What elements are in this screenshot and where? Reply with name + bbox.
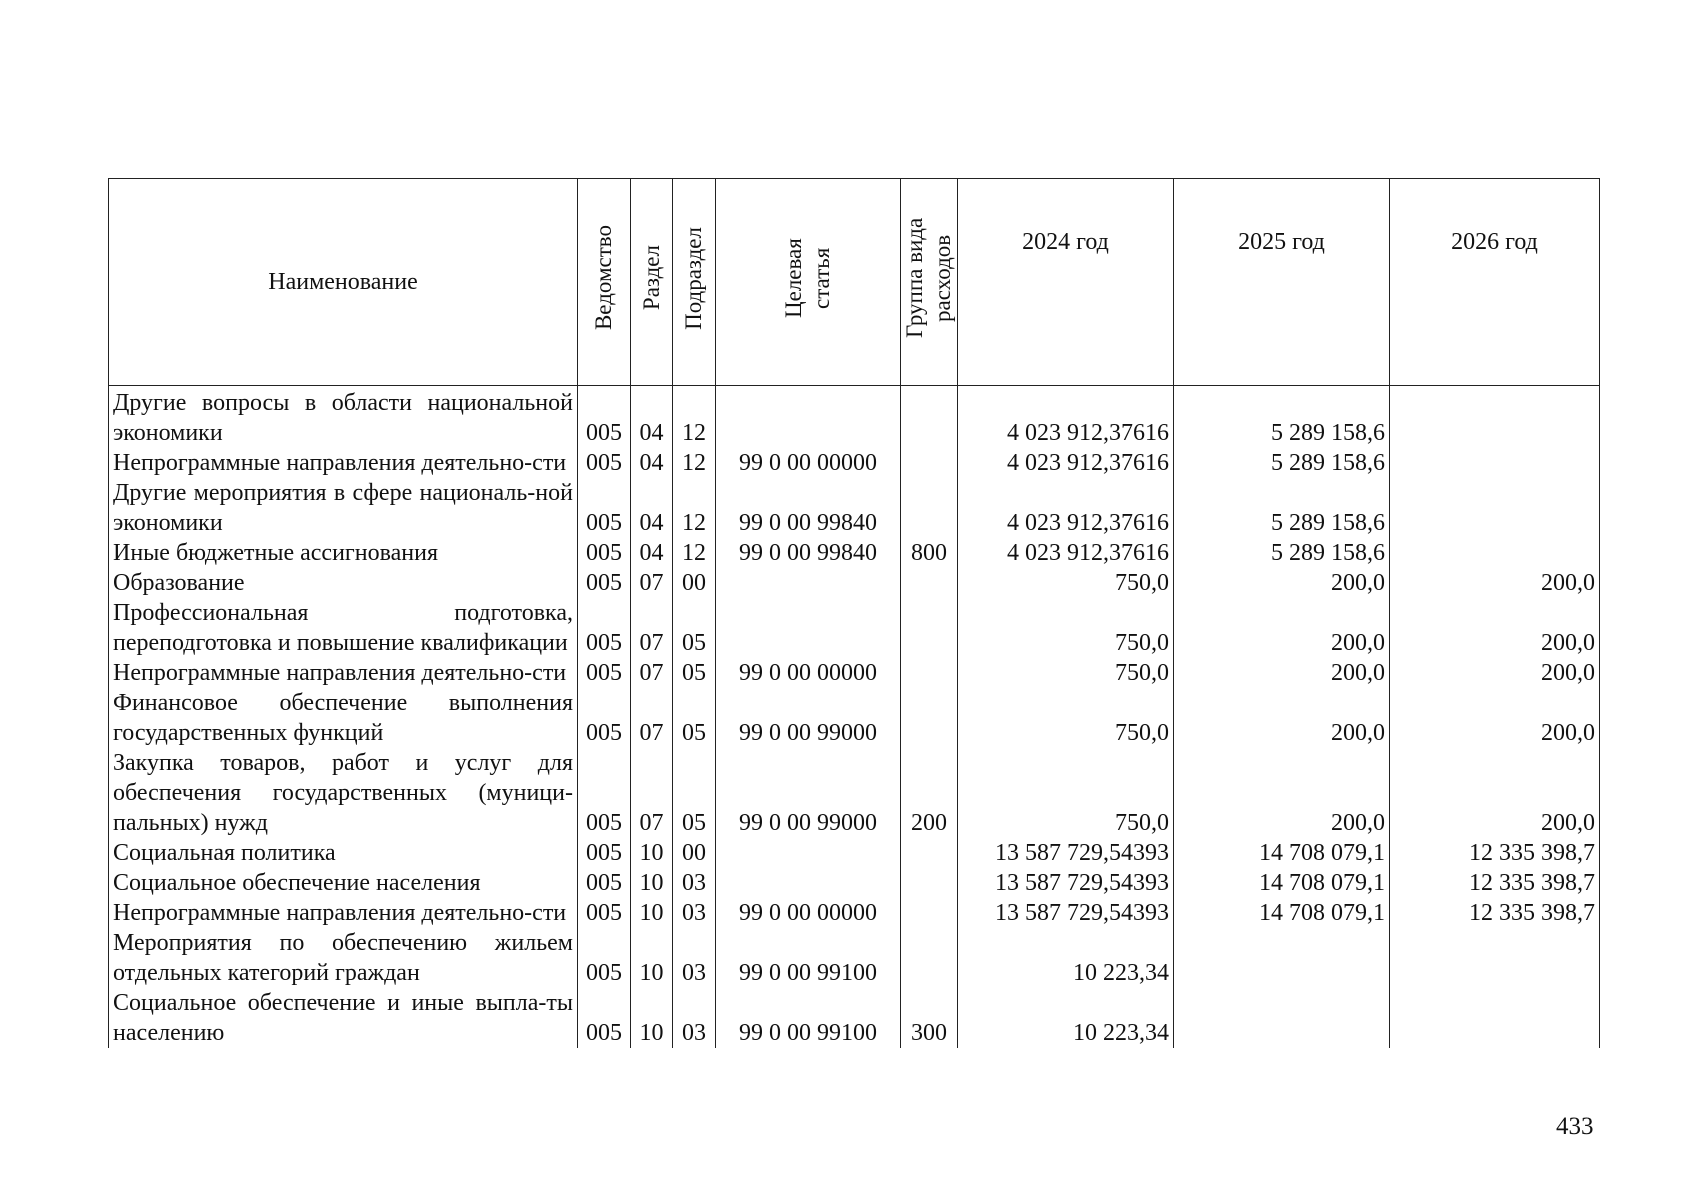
amount-2024-cell: 750,0 — [958, 568, 1174, 598]
header-section: Раздел — [631, 179, 673, 386]
expense-group-cell: 800 — [901, 538, 958, 568]
subsection-cell: 03 — [673, 928, 716, 988]
target-item-cell: 99 0 00 99100 — [716, 928, 901, 988]
amount-2026-cell — [1390, 478, 1600, 538]
amount-2026-cell: 200,0 — [1390, 748, 1600, 838]
subsection-cell: 05 — [673, 658, 716, 688]
table-row — [109, 448, 1600, 478]
target-item-cell — [716, 598, 901, 658]
expense-group-cell: 300 — [901, 988, 958, 1048]
target-item-cell: 99 0 00 99000 — [716, 688, 901, 748]
expense-group-cell — [901, 898, 958, 928]
section-cell: 04 — [631, 478, 673, 538]
amount-2024-cell: 4 023 912,37616 — [958, 386, 1174, 449]
amount-2026-cell: 200,0 — [1390, 688, 1600, 748]
amount-2025-cell: 200,0 — [1174, 568, 1390, 598]
table-row — [109, 868, 1600, 898]
row-name-cell: Социальная политика — [109, 838, 578, 868]
amount-2026-cell — [1390, 386, 1600, 449]
amount-2025-cell: 14 708 079,1 — [1174, 868, 1390, 898]
amount-2025-cell: 5 289 158,6 — [1174, 448, 1390, 478]
header-target-item: Целевая статья — [716, 179, 901, 386]
row-name-cell: Непрограммные направления деятельно-сти — [109, 448, 578, 478]
amount-2025-cell: 5 289 158,6 — [1174, 386, 1390, 449]
expense-group-cell — [901, 658, 958, 688]
expense-group-cell — [901, 478, 958, 538]
target-item-cell: 99 0 00 00000 — [716, 448, 901, 478]
table-row — [109, 568, 1600, 598]
target-item-cell — [716, 386, 901, 449]
table-row — [109, 748, 1600, 838]
subsection-cell: 03 — [673, 868, 716, 898]
section-cell: 04 — [631, 538, 673, 568]
amount-2025-cell: 200,0 — [1174, 598, 1390, 658]
table-row — [109, 838, 1600, 868]
amount-2024-cell: 10 223,34 — [958, 988, 1174, 1048]
row-name-cell: Образование — [109, 568, 578, 598]
amount-2024-cell: 750,0 — [958, 658, 1174, 688]
subsection-cell: 00 — [673, 568, 716, 598]
target-item-cell: 99 0 00 00000 — [716, 898, 901, 928]
section-cell: 10 — [631, 838, 673, 868]
amount-2026-cell — [1390, 988, 1600, 1048]
table-row — [109, 598, 1600, 658]
subsection-cell: 03 — [673, 988, 716, 1048]
subsection-cell: 12 — [673, 478, 716, 538]
page-number: 433 — [1556, 1113, 1594, 1140]
header-name: Наименование — [109, 179, 578, 386]
table-row — [109, 688, 1600, 748]
row-name-cell: Другие мероприятия в сфере националь-ной экономики — [109, 478, 578, 538]
amount-2024-cell: 13 587 729,54393 — [958, 838, 1174, 868]
amount-2025-cell: 14 708 079,1 — [1174, 838, 1390, 868]
expense-group-cell: 200 — [901, 748, 958, 838]
department-cell: 005 — [578, 448, 631, 478]
expense-group-cell — [901, 928, 958, 988]
target-item-cell — [716, 868, 901, 898]
department-cell: 005 — [578, 568, 631, 598]
amount-2026-cell: 200,0 — [1390, 568, 1600, 598]
amount-2024-cell: 4 023 912,37616 — [958, 448, 1174, 478]
table-row — [109, 898, 1600, 928]
section-cell: 10 — [631, 868, 673, 898]
row-name-cell: Финансовое обеспечение выполнения государственных функций — [109, 688, 578, 748]
expense-group-cell — [901, 688, 958, 748]
target-item-cell: 99 0 00 99840 — [716, 478, 901, 538]
department-cell: 005 — [578, 598, 631, 658]
amount-2026-cell — [1390, 448, 1600, 478]
department-cell: 005 — [578, 928, 631, 988]
subsection-cell: 05 — [673, 748, 716, 838]
table-row — [109, 386, 1600, 449]
amount-2026-cell — [1390, 538, 1600, 568]
department-cell: 005 — [578, 838, 631, 868]
amount-2026-cell: 200,0 — [1390, 598, 1600, 658]
amount-2024-cell: 750,0 — [958, 598, 1174, 658]
department-cell: 005 — [578, 898, 631, 928]
row-name-cell: Социальное обеспечение и иные выпла-ты населению — [109, 988, 578, 1048]
department-cell: 005 — [578, 538, 631, 568]
subsection-cell: 12 — [673, 386, 716, 449]
row-name-cell: Непрограммные направления деятельно-сти — [109, 898, 578, 928]
header-expense-group: Группа вида расходов — [901, 179, 958, 386]
target-item-cell: 99 0 00 99840 — [716, 538, 901, 568]
row-name-cell: Закупка товаров, работ и услуг для обеспечения государственных (муници-пальных) нужд — [109, 748, 578, 838]
department-cell: 005 — [578, 386, 631, 449]
table-row — [109, 478, 1600, 538]
table-body — [109, 386, 1600, 1049]
amount-2025-cell: 200,0 — [1174, 658, 1390, 688]
row-name-cell: Мероприятия по обеспечению жильем отдельных категорий граждан — [109, 928, 578, 988]
amount-2026-cell: 12 335 398,7 — [1390, 838, 1600, 868]
budget-table-container — [108, 178, 1599, 1048]
department-cell: 005 — [578, 748, 631, 838]
subsection-cell: 00 — [673, 838, 716, 868]
subsection-cell: 03 — [673, 898, 716, 928]
table-row — [109, 988, 1600, 1048]
header-year-2025: 2025 год — [1174, 179, 1390, 386]
amount-2026-cell — [1390, 928, 1600, 988]
row-name-cell: Профессиональная подготовка, переподготовка и повышение квалификации — [109, 598, 578, 658]
section-cell: 07 — [631, 568, 673, 598]
section-cell: 07 — [631, 598, 673, 658]
section-cell: 10 — [631, 898, 673, 928]
amount-2024-cell: 4 023 912,37616 — [958, 538, 1174, 568]
amount-2024-cell: 10 223,34 — [958, 928, 1174, 988]
amount-2025-cell: 200,0 — [1174, 748, 1390, 838]
expense-group-cell — [901, 598, 958, 658]
subsection-cell: 05 — [673, 688, 716, 748]
header-year-2024: 2024 год — [958, 179, 1174, 386]
amount-2025-cell: 200,0 — [1174, 688, 1390, 748]
section-cell: 07 — [631, 748, 673, 838]
section-cell: 10 — [631, 988, 673, 1048]
subsection-cell: 12 — [673, 538, 716, 568]
target-item-cell: 99 0 00 00000 — [716, 658, 901, 688]
target-item-cell: 99 0 00 99100 — [716, 988, 901, 1048]
row-name-cell: Непрограммные направления деятельно-сти — [109, 658, 578, 688]
amount-2024-cell: 4 023 912,37616 — [958, 478, 1174, 538]
department-cell: 005 — [578, 688, 631, 748]
target-item-cell: 99 0 00 99000 — [716, 748, 901, 838]
department-cell: 005 — [578, 868, 631, 898]
department-cell: 005 — [578, 478, 631, 538]
table-row — [109, 928, 1600, 988]
amount-2024-cell: 13 587 729,54393 — [958, 868, 1174, 898]
row-name-cell: Социальное обеспечение населения — [109, 868, 578, 898]
amount-2026-cell: 200,0 — [1390, 658, 1600, 688]
amount-2025-cell: 5 289 158,6 — [1174, 538, 1390, 568]
header-row — [109, 179, 1600, 386]
table-row — [109, 538, 1600, 568]
amount-2025-cell: 14 708 079,1 — [1174, 898, 1390, 928]
expense-group-cell — [901, 868, 958, 898]
department-cell: 005 — [578, 658, 631, 688]
table-row — [109, 658, 1600, 688]
section-cell: 04 — [631, 448, 673, 478]
section-cell: 10 — [631, 928, 673, 988]
expense-group-cell — [901, 448, 958, 478]
expense-group-cell — [901, 568, 958, 598]
section-cell: 04 — [631, 386, 673, 449]
expense-group-cell — [901, 386, 958, 449]
amount-2026-cell: 12 335 398,7 — [1390, 868, 1600, 898]
amount-2024-cell: 13 587 729,54393 — [958, 898, 1174, 928]
amount-2024-cell: 750,0 — [958, 748, 1174, 838]
target-item-cell — [716, 568, 901, 598]
row-name-cell: Иные бюджетные ассигнования — [109, 538, 578, 568]
amount-2025-cell — [1174, 928, 1390, 988]
subsection-cell: 05 — [673, 598, 716, 658]
section-cell: 07 — [631, 688, 673, 748]
section-cell: 07 — [631, 658, 673, 688]
subsection-cell: 12 — [673, 448, 716, 478]
amount-2025-cell: 5 289 158,6 — [1174, 478, 1390, 538]
amount-2026-cell: 12 335 398,7 — [1390, 898, 1600, 928]
header-subsection: Подраздел — [673, 179, 716, 386]
expense-group-cell — [901, 838, 958, 868]
budget-table — [108, 178, 1600, 1048]
header-year-2026: 2026 год — [1390, 179, 1600, 386]
target-item-cell — [716, 838, 901, 868]
amount-2025-cell — [1174, 988, 1390, 1048]
row-name-cell: Другие вопросы в области национальной экономики — [109, 386, 578, 449]
header-department: Ведомство — [578, 179, 631, 386]
amount-2024-cell: 750,0 — [958, 688, 1174, 748]
department-cell: 005 — [578, 988, 631, 1048]
